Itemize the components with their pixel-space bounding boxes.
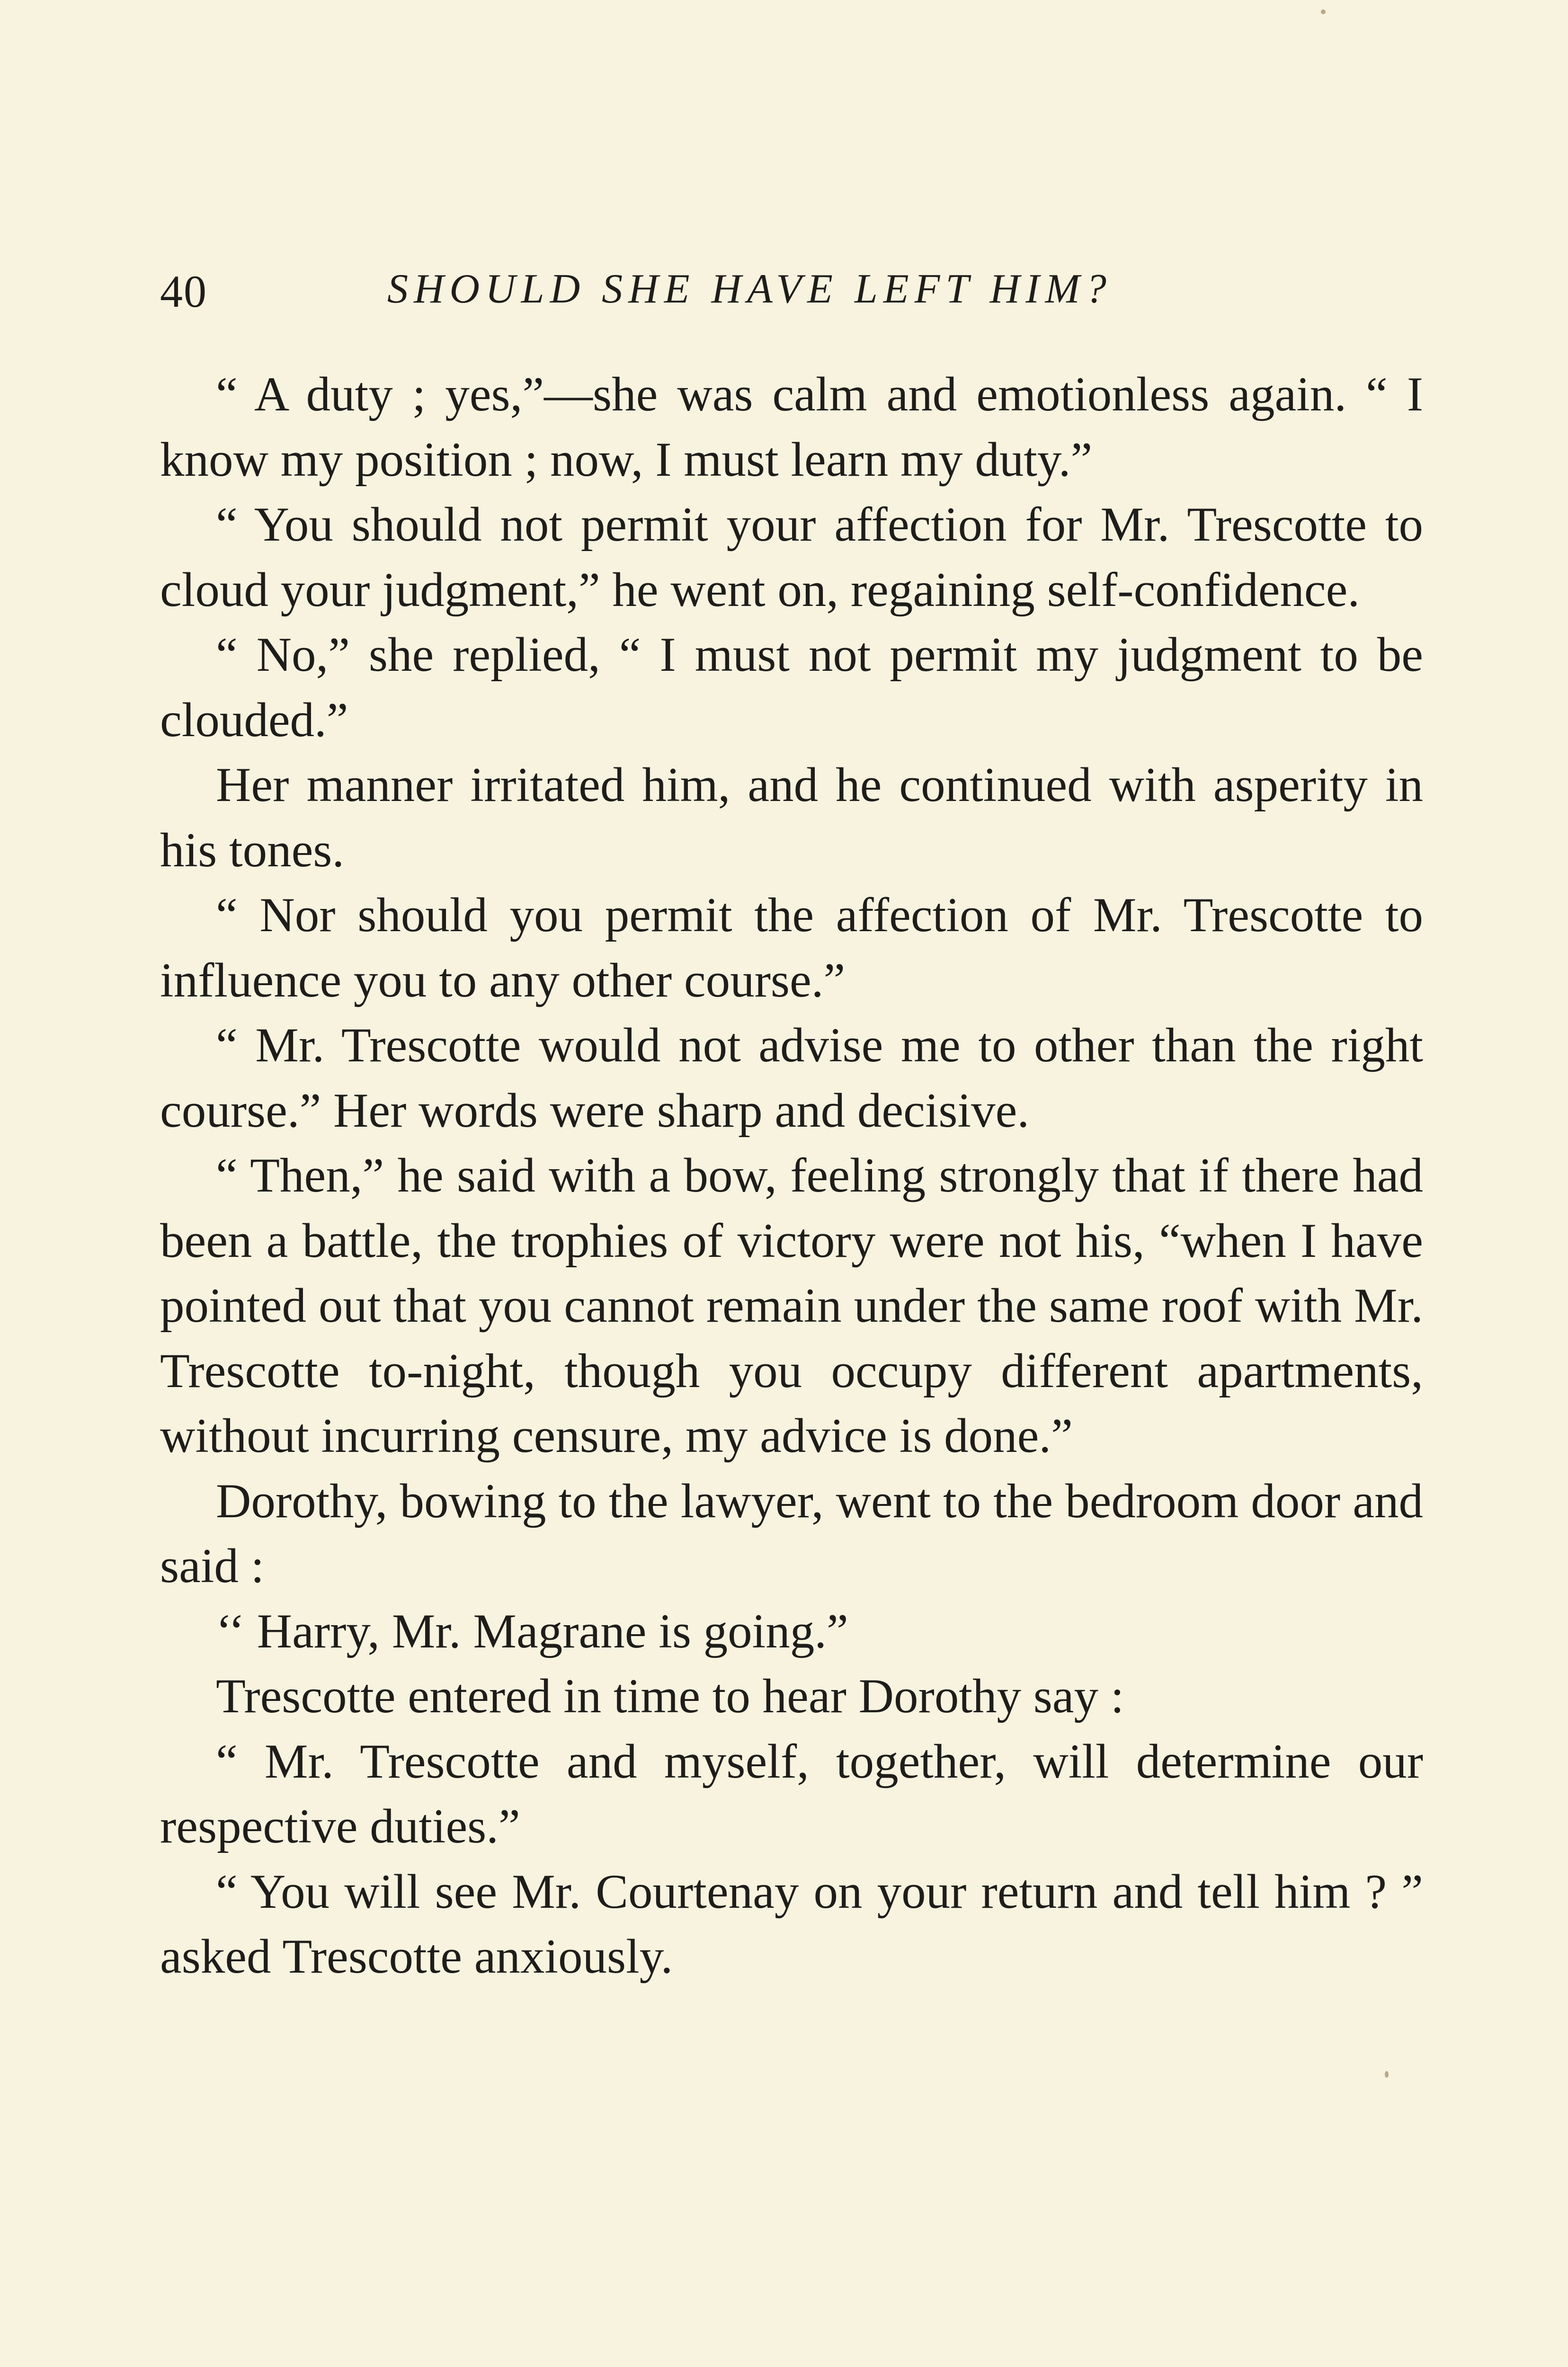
- body-text: [160, 362, 1423, 1990]
- paragraph: “ Mr. Trescotte would not advise me to other than the right course.” Her words were sharp and decisive.: [160, 1018, 1423, 1138]
- page-number: 40: [160, 266, 207, 317]
- paragraph: “ Then,” he said with a bow, feeling strongly that if there had been a battle, the trophies of victory were not his, “when I have pointed out that you cannot remain under the same roof with Mr. Trescotte to-night, though you occupy different apartments, without incurring censure, my advice is done.”: [160, 1148, 1423, 1463]
- paragraph: “ You should not permit your affection for Mr. Trescotte to cloud your judgment,” he went on, regaining self-confidence.: [160, 498, 1423, 617]
- paragraph: “ You will see Mr. Courtenay on your return and tell him ? ” asked Trescotte anxiously.: [160, 1864, 1423, 1984]
- paragraph: Dorothy, bowing to the lawyer, went to the bedroom door and said :: [160, 1474, 1423, 1593]
- paper-speck: [1321, 9, 1326, 14]
- paragraph: Trescotte entered in time to hear Dorothy say :: [216, 1669, 1124, 1723]
- paper-speck: [1385, 2071, 1389, 2078]
- running-title: SHOULD SHE HAVE LEFT HIM?: [387, 266, 1112, 312]
- paragraph: ‘‘ Harry, Mr. Magrane is going.”: [216, 1604, 848, 1658]
- page-header: [160, 265, 1429, 331]
- paragraph: “ A duty ; yes,”—she was calm and emotionless again. “ I know my position ; now, I must learn my duty.”: [160, 367, 1423, 487]
- paragraph: “ Nor should you permit the affection of Mr. Trescotte to influence you to any other course.”: [160, 888, 1423, 1007]
- paragraph: “ Mr. Trescotte and myself, together, will determine our respective duties.”: [160, 1734, 1423, 1853]
- paragraph: “ No,” she replied, “ I must not permit my judgment to be clouded.”: [160, 628, 1423, 747]
- paragraph: Her manner irritated him, and he continued with asperity in his tones.: [160, 758, 1423, 877]
